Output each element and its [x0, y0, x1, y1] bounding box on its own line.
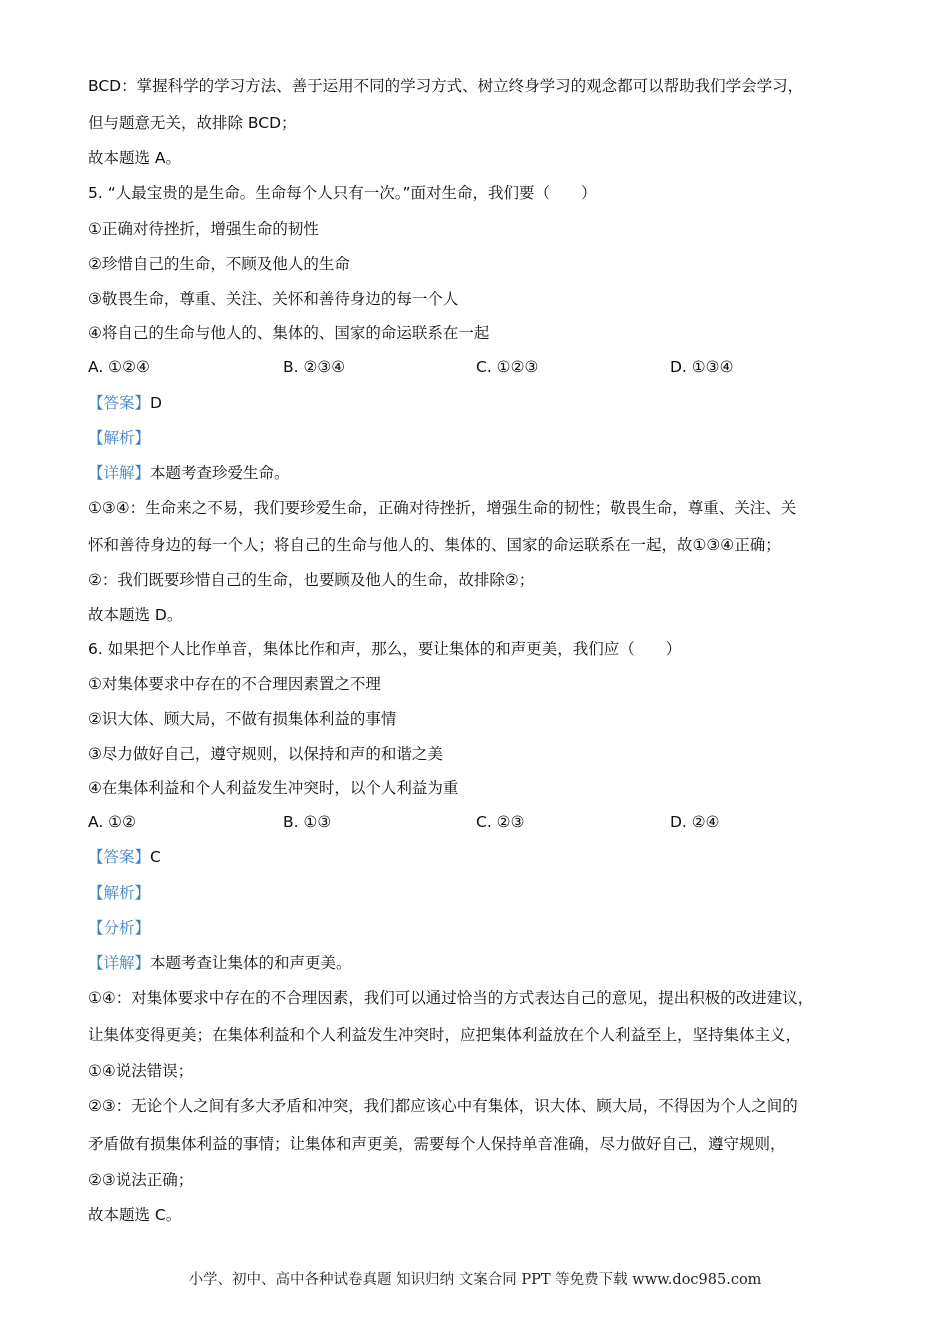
text-line: 怀和善待身边的每一个人；将自己的生命与他人的、集体的、国家的命运联系在一起，故①③④正确；: [88, 536, 781, 554]
q5-statement-3: ③敬畏生命，尊重、关注、关怀和善待身边的每一个人: [88, 290, 459, 308]
detail-tag: 【详解】: [88, 464, 151, 482]
q5-option-c: C. ①②③: [476, 358, 539, 376]
q5-statement-2: ②珍惜自己的生命，不顾及他人的生命: [88, 255, 350, 273]
q6-answer: [88, 846, 161, 868]
q5-statement-1: ①正确对待挫折，增强生命的韧性: [88, 220, 319, 238]
page-footer: 小学、初中、高中各种试卷真题 知识归纳 文案合同 PPT 等免费下载 www.doc985.com: [188, 1272, 762, 1288]
text-line: 但与题意无关，故排除 BCD；: [88, 114, 297, 132]
q5-option-b: B. ②③④: [283, 358, 346, 376]
detail-text: 本题考查让集体的和声更美。: [150, 954, 352, 972]
question-6-stem: 6. 如果把个人比作单音，集体比作和声，那么，要让集体的和声更美，我们应（ ）: [88, 640, 682, 658]
analysis-sub-tag: 【分析】: [88, 919, 151, 937]
q6-option-a: A. ①②: [88, 813, 136, 831]
analysis-tag: 【解析】: [88, 884, 151, 902]
answer-tag: 【答案】: [88, 848, 151, 866]
text-line: ①④说法错误；: [88, 1062, 194, 1080]
q6-statement-1: ①对集体要求中存在的不合理因素置之不理: [88, 675, 381, 693]
answer-value: D: [150, 394, 162, 412]
text-line: 故本题选 A。: [88, 149, 182, 167]
q6-option-d: D. ②④: [670, 813, 720, 831]
q5-answer: [88, 392, 162, 414]
q5-statement-4: ④将自己的生命与他人的、集体的、国家的命运联系在一起: [88, 324, 490, 342]
answer-value: C: [150, 848, 161, 866]
text-line: ①④：对集体要求中存在的不合理因素，我们可以通过恰当的方式表达自己的意见，提出积极的改进建议，: [88, 989, 814, 1007]
text-line: 让集体变得更美；在集体利益和个人利益发生冲突时，应把集体利益放在个人利益至上，坚持集体主义，: [88, 1026, 802, 1044]
q5-option-a: A. ①②④: [88, 358, 150, 376]
q6-statement-4: ④在集体利益和个人利益发生冲突时，以个人利益为重: [88, 779, 459, 797]
detail-text: 本题考查珍爱生命。: [150, 464, 290, 482]
q6-statement-3: ③尽力做好自己，遵守规则，以保持和声的和谐之美: [88, 745, 443, 763]
question-5-stem: 5. “人最宝贵的是生命。生命每个人只有一次。”面对生命，我们要（ ）: [88, 184, 597, 202]
answer-tag: 【答案】: [88, 394, 151, 412]
text-line: ②：我们既要珍惜自己的生命，也要顾及他人的生命，故排除②；: [88, 571, 535, 589]
text-line: 矛盾做有损集体利益的事情；让集体和声更美，需要每个人保持单音准确，尽力做好自己，遵守规则，: [88, 1135, 786, 1153]
q6-detail: [88, 952, 352, 974]
q5-option-d: D. ①③④: [670, 358, 734, 376]
text-line: ①③④：生命来之不易，我们要珍爱生命，正确对待挫折，增强生命的韧性；敬畏生命，尊重、关注、关: [88, 499, 797, 517]
text-line: BCD：掌握科学的学习方法、善于运用不同的学习方式、树立终身学习的观念都可以帮助我们学会学习，: [88, 77, 804, 95]
text-line: 故本题选 D。: [88, 606, 183, 624]
detail-tag: 【详解】: [88, 954, 151, 972]
q6-option-b: B. ①③: [283, 813, 332, 831]
q6-option-c: C. ②③: [476, 813, 525, 831]
q5-detail: [88, 462, 290, 484]
analysis-tag: 【解析】: [88, 429, 151, 447]
text-line: 故本题选 C。: [88, 1206, 182, 1224]
text-line: ②③：无论个人之间有多大矛盾和冲突，我们都应该心中有集体，识大体、顾大局，不得因为个人之间的: [88, 1097, 798, 1115]
text-line: ②③说法正确；: [88, 1171, 194, 1189]
q6-statement-2: ②识大体、顾大局，不做有损集体利益的事情: [88, 710, 397, 728]
